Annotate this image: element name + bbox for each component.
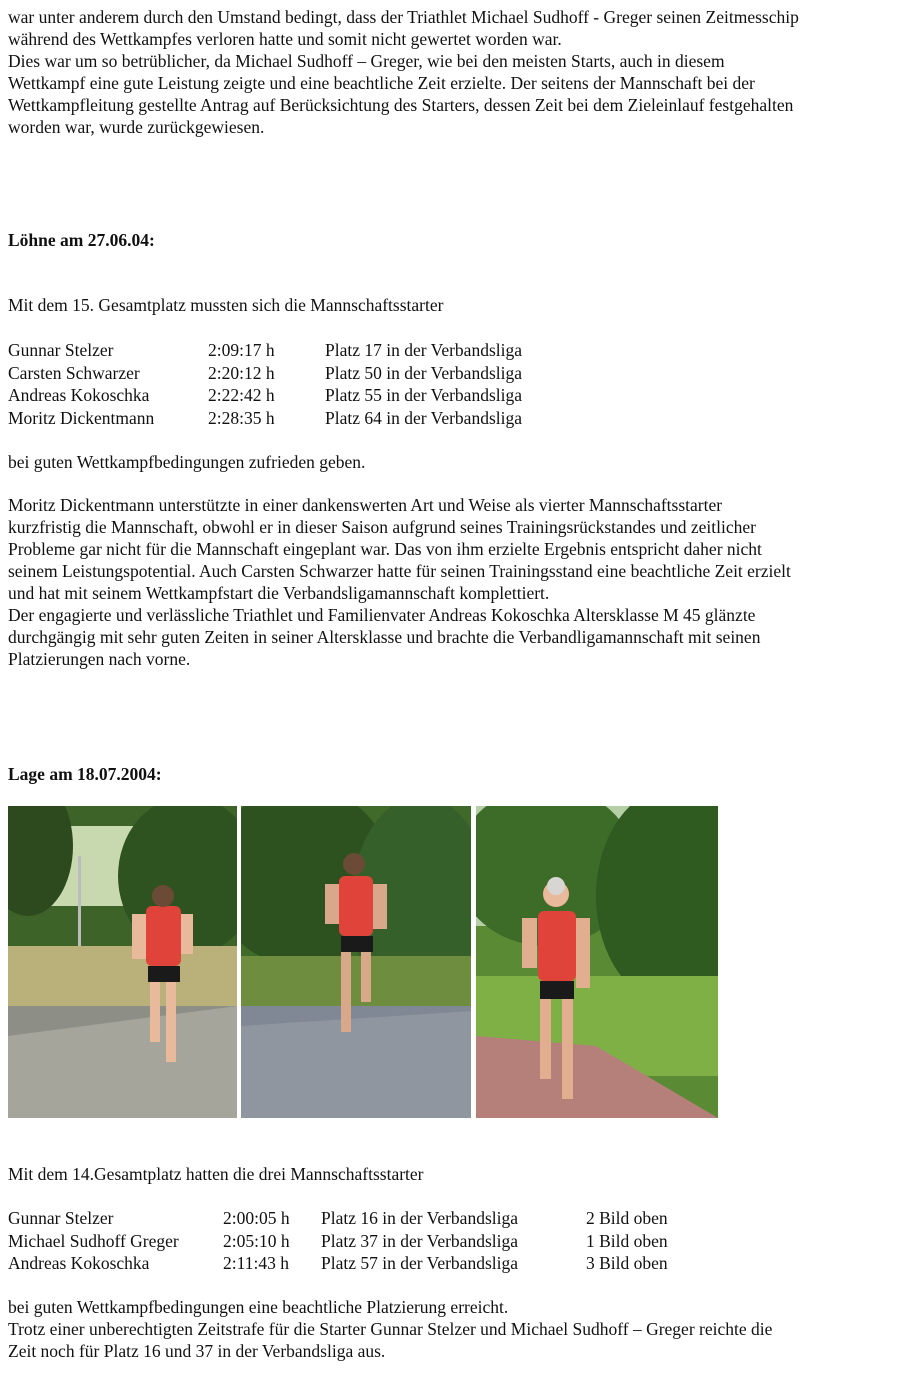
text-line: Dies war um so betrüblicher, da Michael Sudhoff – Greger, wie bei den meisten Starts, auch in diesem — [8, 51, 725, 71]
loehne-body-paragraph — [8, 494, 893, 670]
text-line: Wettkampfleitung gestellte Antrag auf Berücksichtung des Starters, dessen Zeit bei dem Zieleinlauf festgehalten — [8, 95, 794, 115]
athlete-name: Andreas Kokoschka — [8, 385, 150, 405]
placement: Platz 55 in der Verbandsliga — [325, 385, 522, 405]
athlete-name: Moritz Dickentmann — [8, 407, 155, 428]
text-line: Probleme gar nicht für die Mannschaft eingeplant war. Das von ihm erzielte Ergebnis entspricht daher nicht — [8, 539, 762, 559]
placement: Platz 50 in der Verbandsliga — [325, 362, 522, 383]
photo-reference: 1 Bild oben — [586, 1230, 668, 1251]
text-line: war unter anderem durch den Umstand bedingt, dass der Triathlet Michael Sudhoff - Greger seinen Zeitmesschip — [8, 7, 799, 27]
intro-paragraph — [8, 6, 893, 138]
text-line: Wettkampf eine gute Leistung zeigte und eine beachtliche Zeit erzielte. Der seitens der Mannschaft bei der — [8, 73, 755, 93]
finish-time: 2:22:42 h — [208, 385, 275, 405]
text-line: Trotz einer unberechtigten Zeitstrafe für die Starter Gunnar Stelzer und Michael Sudhoff – Greger reichte die — [8, 1319, 773, 1339]
placement: Platz 16 in der Verbandsliga — [321, 1208, 518, 1228]
placement: Platz 64 in der Verbandsliga — [325, 407, 522, 428]
finish-time: 2:28:35 h — [208, 407, 275, 428]
loehne-after: bei guten Wettkampfbedingungen zufrieden geben. — [8, 452, 366, 472]
lage-lead: Mit dem 14.Gesamtplatz hatten die drei Mannschaftsstarter — [8, 1164, 424, 1184]
placement: Platz 57 in der Verbandsliga — [321, 1253, 518, 1273]
runner-photo-2 — [241, 806, 471, 1118]
text-line: Platzierungen nach vorne. — [8, 649, 191, 669]
text-line: bei guten Wettkampfbedingungen eine beachtliche Platzierung erreicht. — [8, 1297, 509, 1317]
section-heading-loehne: Löhne am 27.06.04: — [8, 230, 155, 250]
athlete-name: Carsten Schwarzer — [8, 362, 140, 383]
text-line: Der engagierte und verlässliche Triathlet und Familienvater Andreas Kokoschka Altersklasse M 45 glänzte — [8, 605, 756, 625]
finish-time: 2:09:17 h — [208, 340, 275, 360]
loehne-lead: Mit dem 15. Gesamtplatz mussten sich die Mannschaftsstarter — [8, 295, 444, 315]
text-line: kurzfristig die Mannschaft, obwohl er in dieser Saison aufgrund seines Trainingsrückstandes und zeitlicher — [8, 517, 756, 537]
runner-photo-1 — [8, 806, 237, 1118]
athlete-name: Michael Sudhoff Greger — [8, 1230, 179, 1251]
placement: Platz 37 in der Verbandsliga — [321, 1230, 518, 1251]
finish-time: 2:00:05 h — [223, 1208, 290, 1228]
text-line: und hat mit seinem Wettkampfstart die Verbandsligamannschaft komplettiert. — [8, 583, 550, 603]
text-line: während des Wettkampfes verloren hatte und somit nicht gewertet worden war. — [8, 29, 562, 49]
text-line: seinem Leistungspotential. Auch Carsten Schwarzer hatte für seinen Trainingsstand eine beachtliche Zeit erzielt — [8, 561, 791, 581]
photo-reference: 3 Bild oben — [586, 1253, 668, 1273]
finish-time: 2:11:43 h — [223, 1253, 289, 1273]
section-heading-lage: Lage am 18.07.2004: — [8, 764, 162, 784]
text-line: Moritz Dickentmann unterstützte in einer dankenswerten Art und Weise als vierter Mannschaftsstarter — [8, 495, 723, 515]
text-line: worden war, wurde zurückgewiesen. — [8, 117, 265, 137]
athlete-name: Andreas Kokoschka — [8, 1253, 150, 1273]
finish-time: 2:20:12 h — [208, 362, 275, 383]
text-line: durchgängig mit sehr guten Zeiten in seiner Altersklasse und brachte die Verbandligamannschaft mit seinen — [8, 627, 761, 647]
lage-closing-paragraph — [8, 1296, 893, 1362]
photo-reference: 2 Bild oben — [586, 1208, 668, 1228]
placement: Platz 17 in der Verbandsliga — [325, 340, 522, 360]
text-line: Zeit noch für Platz 16 und 37 in der Verbandsliga aus. — [8, 1341, 386, 1361]
athlete-name: Gunnar Stelzer — [8, 1208, 114, 1228]
athlete-name: Gunnar Stelzer — [8, 340, 114, 360]
photo-strip — [8, 806, 718, 1118]
runner-photo-3 — [476, 806, 718, 1118]
finish-time: 2:05:10 h — [223, 1230, 290, 1251]
